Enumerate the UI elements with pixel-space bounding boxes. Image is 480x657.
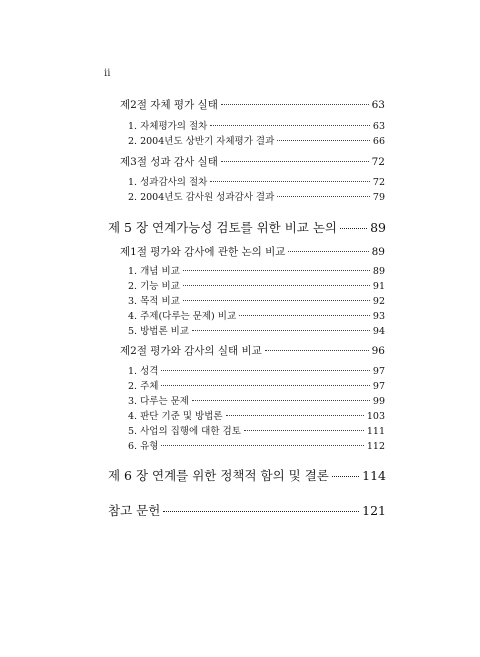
dot-leader [244, 430, 364, 431]
toc-entry-page: 94 [372, 326, 385, 337]
toc-entry-label: 1. 자체평가의 절차 [128, 121, 208, 132]
toc-entry[interactable] [128, 378, 385, 392]
toc-entry-page: 92 [372, 296, 385, 307]
toc-entry[interactable] [128, 293, 385, 307]
toc-entry-label: 1. 성격 [128, 366, 159, 377]
toc-entry-page: 99 [372, 396, 385, 407]
dot-leader [239, 315, 370, 316]
dot-leader [210, 125, 370, 126]
toc-entry-label: 3. 다루는 문제 [128, 396, 189, 407]
dot-leader [161, 385, 369, 386]
toc-entry-page: 103 [366, 411, 385, 422]
toc-entry-label: 2. 2004년도 감사원 성과감사 결과 [128, 192, 275, 203]
dot-leader [277, 196, 370, 197]
toc-entry[interactable] [128, 174, 385, 188]
dot-leader [226, 415, 364, 416]
toc-entry[interactable] [120, 244, 385, 259]
toc-entry-label: 6. 유형 [128, 441, 159, 452]
toc-entry-page: 93 [372, 311, 385, 322]
toc-entry-label: 제 5 장 연계가능성 검토를 위한 비교 논의 [108, 220, 337, 235]
toc-entry-label: 2. 주체 [128, 381, 159, 392]
toc-entry[interactable] [128, 393, 385, 407]
dot-leader [221, 161, 369, 162]
dot-leader [277, 140, 370, 141]
toc-entry-label: 4. 판단 기준 및 방법론 [128, 411, 223, 422]
toc-entry-label: 제3절 성과 감사 실태 [120, 156, 218, 168]
toc-entry-label: 3. 목적 비교 [128, 296, 180, 307]
toc-entry-page: 97 [372, 381, 385, 392]
toc-entry[interactable] [128, 263, 385, 277]
dot-leader [163, 511, 359, 512]
toc-entry[interactable] [128, 363, 385, 377]
toc-entry-label: 2. 2004년도 상반기 자체평가 결과 [128, 136, 275, 147]
toc-entry[interactable] [120, 343, 385, 358]
toc-entry-label: 1. 성과감사의 절차 [128, 177, 208, 188]
toc-entry-label: 4. 주제(다루는 문제) 비교 [128, 311, 237, 322]
toc-entry[interactable] [128, 189, 385, 203]
toc-entry-page: 72 [371, 156, 385, 168]
toc-entry[interactable] [128, 323, 385, 337]
toc-entry-page: 63 [372, 121, 385, 132]
toc-entry[interactable] [128, 118, 385, 132]
toc-entry[interactable] [128, 438, 385, 452]
toc-entry-page: 89 [372, 266, 385, 277]
toc-entry-label: 제1절 평가와 감사에 관한 논의 비교 [120, 246, 286, 258]
toc-entry-page: 97 [372, 366, 385, 377]
toc-entry-page: 114 [362, 468, 386, 483]
toc-entry-label: 5. 방법론 비교 [128, 326, 189, 337]
toc-entry-page: 89 [370, 220, 386, 235]
toc-chapter-entry[interactable] [108, 218, 386, 236]
toc-entry[interactable] [128, 423, 385, 437]
toc-entry-page: 91 [372, 281, 385, 292]
toc-entry-page: 89 [371, 246, 385, 258]
toc-entry-page: 79 [372, 192, 385, 203]
page-number: ii [104, 68, 111, 79]
dot-leader [183, 270, 370, 271]
toc-entry-label: 제2절 평가와 감사의 실태 비교 [120, 345, 262, 357]
toc-entry-page: 96 [371, 345, 385, 357]
dot-leader [192, 330, 370, 331]
dot-leader [221, 104, 369, 105]
toc-entry-page: 66 [372, 136, 385, 147]
toc-entry-label: 제2절 자체 평가 실태 [120, 99, 218, 111]
toc-entry[interactable] [128, 278, 385, 292]
dot-leader [332, 476, 359, 477]
toc-entry-page: 111 [366, 426, 385, 437]
toc-chapter-entry[interactable] [108, 501, 386, 519]
toc-entry-page: 63 [371, 99, 385, 111]
toc-entry[interactable] [128, 408, 385, 422]
dot-leader [161, 445, 363, 446]
dot-leader [288, 251, 368, 252]
dot-leader [340, 228, 367, 229]
toc-entry[interactable] [128, 308, 385, 322]
dot-leader [161, 370, 369, 371]
toc-entry-label: 1. 개념 비교 [128, 266, 180, 277]
toc-entry-label: 제 6 장 연계를 위한 정책적 함의 및 결론 [108, 468, 329, 483]
dot-leader [265, 350, 369, 351]
toc-entry-label: 2. 기능 비교 [128, 281, 180, 292]
toc-entry-page: 121 [362, 503, 386, 518]
toc-entry-label: 참고 문헌 [108, 503, 161, 518]
toc-entry-page: 72 [372, 177, 385, 188]
toc-entry[interactable] [120, 154, 385, 169]
toc-chapter-entry[interactable] [108, 466, 386, 484]
dot-leader [192, 400, 370, 401]
toc-entry[interactable] [120, 97, 385, 112]
dot-leader [210, 181, 370, 182]
toc-entry-label: 5. 사업의 집행에 대한 검토 [128, 426, 241, 437]
toc-entry-page: 112 [366, 441, 385, 452]
dot-leader [183, 285, 370, 286]
toc-entry[interactable] [128, 133, 385, 147]
dot-leader [183, 300, 370, 301]
